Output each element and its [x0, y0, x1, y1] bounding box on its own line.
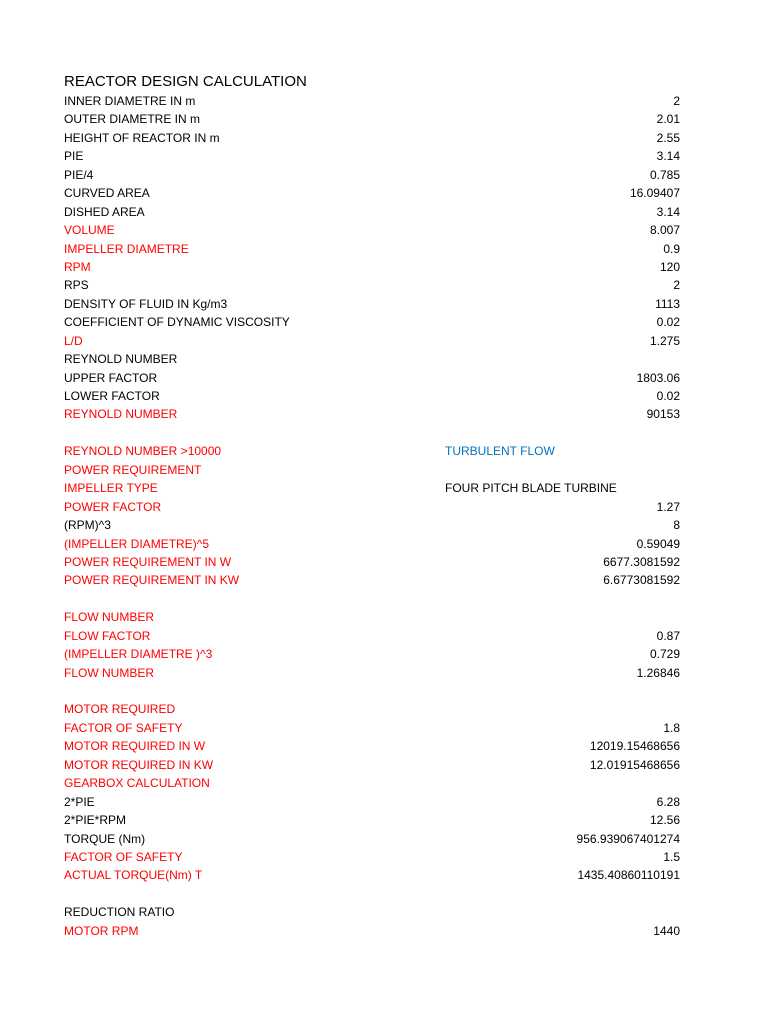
- row-value: 1113: [655, 296, 680, 311]
- table-row: [64, 903, 680, 921]
- row-value: 12019.15468656: [589, 739, 680, 754]
- row-value: 956.939067401274: [576, 831, 680, 846]
- row-label: REYNOLD NUMBER: [64, 352, 178, 367]
- row-value: 120: [659, 259, 680, 274]
- row-label: GEARBOX CALCULATION: [64, 776, 210, 791]
- row-label: FLOW NUMBER: [64, 665, 154, 680]
- table-row: [64, 737, 680, 755]
- table-row: [64, 571, 680, 589]
- row-label: ACTUAL TORQUE(Nm) T: [64, 868, 203, 883]
- row-label: POWER FACTOR: [64, 499, 162, 514]
- table-row: [64, 442, 680, 460]
- table-row: [64, 240, 680, 258]
- row-label: DENSITY OF FLUID IN Kg/m3: [64, 296, 228, 311]
- row-value: 3.14: [656, 149, 680, 164]
- table-row: [64, 405, 680, 423]
- row-label: POWER REQUIREMENT: [64, 462, 202, 477]
- table-row: [64, 295, 680, 313]
- row-label: REDUCTION RATIO: [64, 905, 175, 920]
- row-value: 12.01915468656: [589, 757, 680, 772]
- table-row: [64, 110, 680, 128]
- table-row: [64, 756, 680, 774]
- row-label: COEFFICIENT OF DYNAMIC VISCOSITY: [64, 315, 290, 330]
- row-value: 0.729: [649, 647, 680, 662]
- row-value: 3.14: [656, 204, 680, 219]
- table-row: [64, 147, 680, 165]
- row-value: 0.9: [663, 241, 680, 256]
- row-label: MOTOR REQUIRED IN W: [64, 739, 206, 754]
- row-label: TORQUE (Nm): [64, 831, 146, 846]
- row-label: FLOW FACTOR: [64, 628, 151, 643]
- table-row: [64, 166, 680, 184]
- row-value: 1803.06: [636, 370, 680, 385]
- row-label: FACTOR OF SAFETY: [64, 720, 183, 735]
- row-value: 2: [673, 94, 680, 108]
- row-label: POWER REQUIREMENT IN W: [64, 554, 232, 569]
- row-label: (IMPELLER DIAMETRE)^5: [64, 536, 209, 551]
- row-label: L/D: [64, 333, 83, 348]
- table-row: [64, 645, 680, 663]
- row-value: 1435.40860110191: [577, 868, 680, 883]
- table-row: [64, 203, 680, 221]
- table-row: [64, 350, 680, 368]
- row-label: PIE/4: [64, 167, 94, 182]
- row-label: IMPELLER DIAMETRE: [64, 241, 189, 256]
- row-note: TURBULENT FLOW: [445, 444, 555, 459]
- row-label: MOTOR REQUIRED: [64, 702, 176, 717]
- row-value: 0.02: [656, 389, 680, 403]
- row-label: OUTER DIAMETRE IN m: [64, 112, 201, 127]
- row-value: 16.09407: [629, 186, 680, 201]
- table-row: [64, 332, 680, 350]
- page-title: REACTOR DESIGN CALCULATION: [64, 73, 307, 90]
- table-row: [64, 276, 680, 294]
- row-value: 6677.3081592: [603, 554, 680, 569]
- row-value: 8.007: [649, 223, 680, 238]
- table-row: [64, 369, 680, 387]
- table-row: [64, 830, 680, 848]
- row-label: MOTOR REQUIRED IN KW: [64, 757, 214, 772]
- row-label: REYNOLD NUMBER >10000: [64, 444, 222, 459]
- row-value: 0.87: [656, 628, 680, 643]
- row-label: CURVED AREA: [64, 186, 150, 201]
- table-row: [64, 479, 680, 497]
- calculation-sheet: [64, 71, 680, 940]
- row-label: FLOW NUMBER: [64, 610, 154, 625]
- row-value: 1.5: [663, 849, 680, 864]
- row-label: UPPER FACTOR: [64, 370, 158, 385]
- table-row: [64, 848, 680, 866]
- row-value: 1.275: [649, 333, 680, 348]
- row-label: MOTOR RPM: [64, 923, 139, 938]
- table-row: [64, 258, 680, 276]
- table-row: [64, 793, 680, 811]
- table-row: [64, 719, 680, 737]
- row-label: IMPELLER TYPE: [64, 481, 158, 496]
- table-row: [64, 313, 680, 331]
- row-label: (RPM)^3: [64, 518, 111, 533]
- row-value: 1440: [653, 923, 680, 938]
- table-row: [64, 221, 680, 239]
- table-row: [64, 627, 680, 645]
- table-row: [64, 811, 680, 829]
- row-label: 2*PIE: [64, 794, 95, 809]
- spacer-row: [64, 590, 680, 608]
- table-row: [64, 866, 680, 884]
- row-label: LOWER FACTOR: [64, 389, 160, 403]
- row-value: 8: [673, 518, 680, 533]
- table-row: [64, 664, 680, 682]
- row-value: 6.6773081592: [603, 573, 680, 588]
- row-value: 0.59049: [636, 536, 680, 551]
- table-row: [64, 608, 680, 626]
- row-value: 2.01: [656, 112, 680, 127]
- row-label: 2*PIE*RPM: [64, 813, 127, 828]
- table-row: [64, 516, 680, 534]
- row-label: RPM: [64, 259, 91, 274]
- row-value: 6.28: [656, 794, 680, 809]
- row-note: FOUR PITCH BLADE TURBINE: [445, 481, 617, 496]
- table-row: [64, 92, 680, 110]
- spacer-row: [64, 885, 680, 903]
- row-label: VOLUME: [64, 223, 115, 238]
- table-row: [64, 535, 680, 553]
- table-row: [64, 700, 680, 718]
- row-value: 0.02: [656, 315, 680, 330]
- row-value: 0.785: [649, 167, 680, 182]
- row-label: REYNOLD NUMBER: [64, 407, 178, 422]
- row-label: (IMPELLER DIAMETRE )^3: [64, 647, 213, 662]
- row-value: 2.55: [656, 130, 680, 145]
- row-value: 12.56: [649, 813, 680, 828]
- row-label: DISHED AREA: [64, 204, 145, 219]
- spacer-row: [64, 682, 680, 700]
- row-value: 1.27: [656, 499, 680, 514]
- row-label: POWER REQUIREMENT IN KW: [64, 573, 240, 588]
- row-label: HEIGHT OF REACTOR IN m: [64, 130, 220, 145]
- table-row: [64, 129, 680, 147]
- table-row: [64, 387, 680, 405]
- row-value: 90153: [646, 407, 680, 422]
- table-row: [64, 553, 680, 571]
- spacer-row: [64, 424, 680, 442]
- row-label: INNER DIAMETRE IN m: [64, 94, 196, 108]
- row-label: RPS: [64, 278, 89, 293]
- table-row: [64, 922, 680, 940]
- table-row: [64, 184, 680, 202]
- row-value: 1.8: [663, 720, 680, 735]
- table-row: [64, 498, 680, 516]
- table-row: [64, 461, 680, 479]
- calculation-rows: [64, 92, 680, 940]
- row-value: 1.26846: [636, 665, 680, 680]
- row-label: FACTOR OF SAFETY: [64, 849, 183, 864]
- row-label: PIE: [64, 149, 84, 164]
- row-value: 2: [673, 278, 680, 293]
- table-row: [64, 774, 680, 792]
